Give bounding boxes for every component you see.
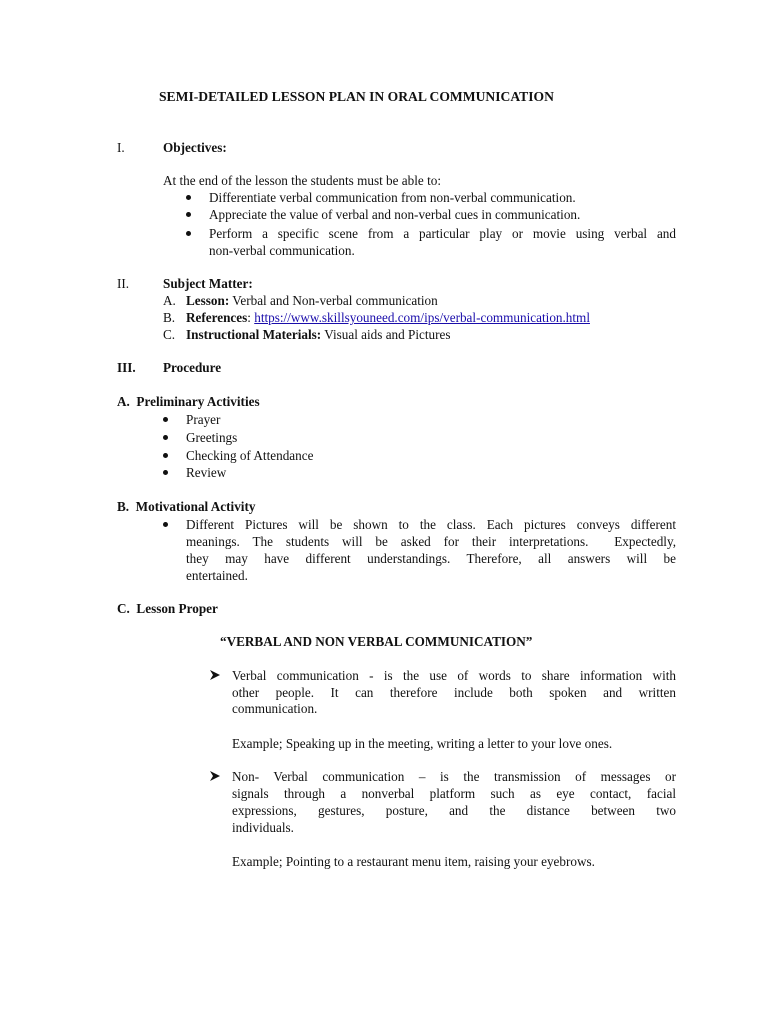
subject-matter-heading: Subject Matter: (163, 276, 253, 291)
bullet-icon (163, 435, 168, 440)
lesson-proper-heading: C. Lesson Proper (117, 601, 218, 616)
nonverbal-definition-line: Non- Verbal communication – is the transmission of messages or (232, 769, 676, 784)
preliminary-item: Review (186, 465, 227, 480)
preliminary-item: Greetings (186, 430, 238, 445)
motivational-line: meanings. The students will be asked for their interpretations. Expectedly, (186, 534, 676, 549)
arrow-bullet-icon (209, 669, 221, 681)
motivational-heading: B. Motivational Activity (117, 499, 256, 514)
objective-item-continued: non-verbal communication. (209, 243, 355, 258)
lesson-line (186, 292, 438, 309)
lesson-label: Lesson: (186, 293, 230, 308)
lesson-value: Verbal and Non-verbal communication (232, 293, 438, 308)
nonverbal-definition-line: signals through a nonverbal platform such as eye contact, facial (232, 786, 676, 801)
document-title: SEMI-DETAILED LESSON PLAN IN ORAL COMMUNICATION (159, 89, 554, 104)
bullet-icon (186, 195, 191, 200)
verbal-definition-line: other people. It can therefore include both spoken and written (232, 685, 676, 700)
references-line (186, 309, 590, 326)
materials-label: Instructional Materials: (186, 327, 322, 342)
motivational-line: entertained. (186, 568, 248, 583)
references-link[interactable]: https://www.skillsyouneed.com/ips/verbal-communication.html (254, 310, 590, 325)
bullet-icon (186, 212, 191, 217)
materials-line (186, 326, 451, 343)
nonverbal-definition-line: expressions, gestures, posture, and the distance between two (232, 803, 676, 818)
objective-item: Perform a specific scene from a particular play or movie using verbal and (209, 226, 676, 241)
subject-matter-numeral: II. (117, 276, 130, 291)
topic-title: “VERBAL AND NON VERBAL COMMUNICATION” (220, 634, 533, 649)
bullet-icon (163, 453, 168, 458)
procedure-numeral: III. (117, 360, 136, 375)
bullet-icon (163, 470, 168, 475)
objectives-numeral: I. (117, 140, 125, 155)
motivational-line: they may have different understandings. Therefore, all answers will be (186, 551, 676, 566)
lesson-letter: A. (163, 293, 176, 308)
objective-item: Differentiate verbal communication from non-verbal communication. (209, 190, 576, 205)
materials-letter: C. (163, 327, 176, 342)
nonverbal-example: Example; Pointing to a restaurant menu item, raising your eyebrows. (232, 854, 595, 869)
bullet-icon (186, 231, 191, 236)
arrow-bullet-icon (209, 770, 221, 782)
preliminary-item: Prayer (186, 412, 221, 427)
references-colon: : (247, 310, 251, 325)
nonverbal-definition-line: individuals. (232, 820, 294, 835)
objectives-intro: At the end of the lesson the students must be able to: (163, 173, 441, 188)
objective-item: Appreciate the value of verbal and non-verbal cues in communication. (209, 207, 581, 222)
bullet-icon (163, 522, 168, 527)
materials-value: Visual aids and Pictures (324, 327, 451, 342)
references-label: References (186, 310, 248, 325)
references-letter: B. (163, 310, 176, 325)
verbal-example: Example; Speaking up in the meeting, writing a letter to your love ones. (232, 736, 613, 751)
preliminary-item: Checking of Attendance (186, 448, 314, 463)
motivational-line: Different Pictures will be shown to the class. Each pictures conveys different (186, 517, 676, 532)
verbal-definition-line: communication. (232, 701, 318, 716)
verbal-definition-line: Verbal communication - is the use of words to share information with (232, 668, 676, 683)
objectives-heading: Objectives: (163, 140, 227, 155)
preliminary-heading: A. Preliminary Activities (117, 394, 260, 409)
bullet-icon (163, 417, 168, 422)
procedure-heading: Procedure (163, 360, 222, 375)
